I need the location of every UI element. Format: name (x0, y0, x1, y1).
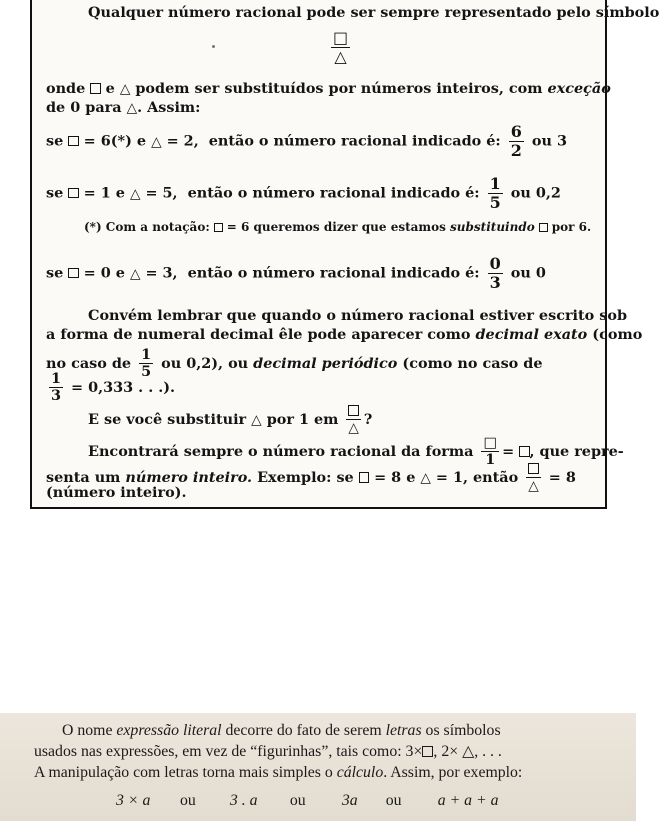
word-ou: ou (289, 792, 306, 809)
excerpt2-line3: A manipulação com letras torna mais simples o cálculo. Assim, por exemplo: (34, 764, 523, 781)
excerpt2-line1: O nome expressão literal decorre do fato de serem letras os símbolos (62, 722, 501, 739)
square-symbol (539, 223, 548, 232)
line-de-zero: de 0 para △. Assim: (46, 99, 201, 116)
fraction-den: △ (334, 47, 347, 66)
generic-fraction (346, 404, 361, 436)
fraction-1-5: $\frac{1}{5}$ (489, 174, 501, 212)
question-line: E se você substituir △ por 1 em △ ? (88, 404, 372, 436)
square-symbol (214, 223, 223, 232)
example-3-dot-a: 3 . a (229, 792, 258, 809)
square-symbol (68, 188, 78, 198)
triangle-symbol: △ (528, 478, 539, 495)
square-symbol (528, 463, 538, 473)
fraction-square-1: $\frac{□}{1}$ (483, 434, 498, 469)
example-row-2: se = 1 e △ = 5, então o número racional indicado é: $\frac{1}{5}$ ou 0,2 (46, 174, 561, 212)
example-row-1: se = 6(*) e △ = 2, então o número racional indicado é: $\frac{6}{2}$ ou 3 (46, 122, 567, 160)
line-intro: Qualquer número racional pode ser sempre representado pelo símbolo (88, 4, 659, 21)
para2-line2: a forma de numeral decimal êle pode aparecer como decimal exato (como (46, 326, 643, 343)
triangle-symbol: △ (348, 420, 359, 437)
square-symbol (422, 746, 433, 757)
textbook-excerpt-rational-numbers (30, 0, 659, 509)
textbook-excerpt-literal-expression (0, 713, 636, 821)
triangle-symbol: △ (126, 100, 138, 116)
triangle-symbol: △ (129, 265, 141, 282)
para3-line2: senta um número inteiro. Exemplo: se = 8 e △ = 1, então △ = 8 (46, 462, 576, 494)
square-symbol (348, 405, 358, 415)
square-symbol (90, 83, 100, 93)
example-a-plus-a-plus-a: a + a + a (437, 792, 499, 809)
para2-line4: $\frac{1}{3}$ = 0,333 . . .). (51, 370, 176, 405)
square-symbol (68, 268, 78, 278)
para2-line1: Convém lembrar que quando o número racional estiver escrito sob (88, 307, 628, 324)
fraction-1-5: $\frac{1}{5}$ (141, 346, 152, 381)
square-symbol (68, 136, 78, 146)
generic-fraction (526, 462, 541, 494)
square-symbol (519, 446, 529, 456)
triangle-symbol: △ (151, 133, 162, 150)
triangle-symbol: △ (119, 81, 131, 97)
line-onde: onde e △ podem ser substituídos por números inteiros, com exceção (46, 80, 611, 97)
para3-line1: Encontrará sempre o número racional da forma $\frac{□}{1}$ = , que repre- (88, 434, 624, 469)
fraction-num: □ (333, 28, 349, 47)
word-ou: ou (385, 792, 402, 809)
fraction-6-2: $\frac{6}{2}$ (510, 122, 522, 160)
fraction-1-3: $\frac{1}{3}$ (51, 370, 62, 405)
square-symbol (359, 472, 369, 482)
example-row-3: se = 0 e △ = 3, então o número racional indicado é: $\frac{0}{3}$ ou 0 (46, 254, 546, 292)
example-3xa: 3 × a (116, 792, 151, 809)
triangle-symbol: △ (251, 412, 262, 429)
triangle-symbol: △ (420, 470, 431, 487)
print-speck (212, 45, 215, 48)
fraction-0-3: $\frac{0}{3}$ (489, 254, 501, 292)
example-3a: 3a (341, 792, 358, 809)
word-ou: ou (179, 792, 196, 809)
excerpt2-line2: usados nas expressões, em vez de “figurinhas”, tais como: 3× , 2× △, . . . (34, 743, 502, 760)
excerpt2-examples (116, 791, 528, 812)
triangle-symbol: △ (129, 185, 141, 202)
para3-line3: (número inteiro). (46, 484, 187, 501)
generic-fraction-symbol (328, 30, 353, 65)
para2-line3: no caso de $\frac{1}{5}$ ou 0,2), ou decimal periódico (como no caso de (46, 346, 543, 381)
footnote-notation: (*) Com a notação: = 6 queremos dizer que estamos substituindo por 6. (84, 220, 592, 234)
